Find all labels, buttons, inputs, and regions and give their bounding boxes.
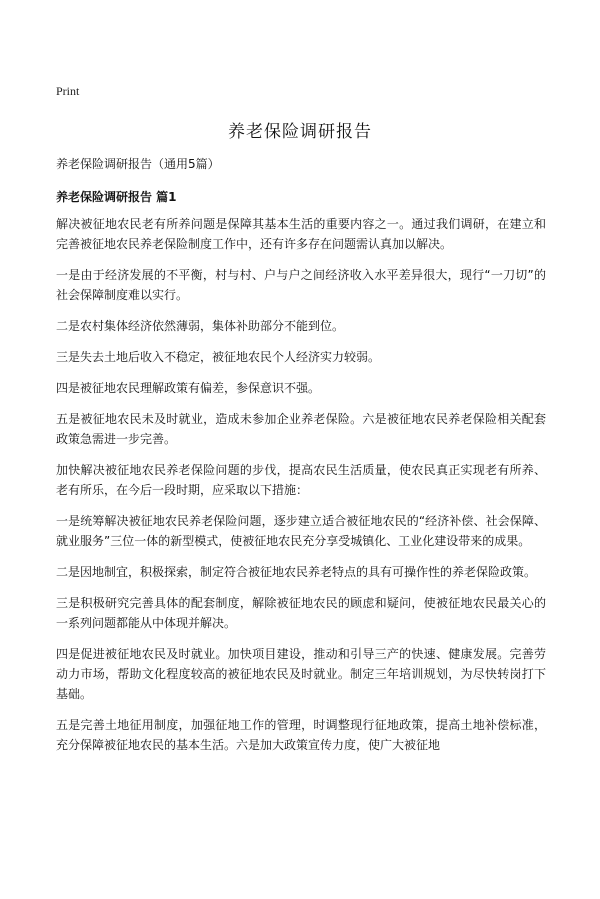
paragraph: 二是农村集体经济依然薄弱，集体补助部分不能到位。 xyxy=(56,319,345,333)
section-heading: 养老保险调研报告 篇1 xyxy=(56,190,177,204)
document-subtitle: 养老保险调研报告（通用5篇） xyxy=(56,157,220,171)
document-body xyxy=(56,214,546,766)
paragraph: 二是因地制宜，积极探索，制定符合被征地农民养老特点的具有可操作性的养老保险政策。 xyxy=(56,565,537,579)
paragraph: 四是促进被征地农民及时就业。加快项目建设，推动和引导三产的快速、健康发展。完善劳动力市场，帮助文化程度较高的被征地农民及时就业。制定三年培训规划，为尽快转岗打下基础。 xyxy=(56,647,546,701)
paragraph: 五是完善土地征用制度，加强征地工作的管理，时调整现行征地政策，提高土地补偿标准，充分保障被征地农民的基本生活。六是加大政策宣传力度，使广大被征地 xyxy=(56,718,546,752)
paragraph: 一是由于经济发展的不平衡，村与村、户与户之间经济收入水平差异很大，现行“一刀切”的社会保障制度难以实行。 xyxy=(56,268,546,302)
paragraph: 一是统筹解决被征地农民养老保险问题，逐步建立适合被征地农民的“经济补偿、社会保障、就业服务”三位一体的新型模式，使被征地农民充分享受城镇化、工业化建设带来的成果。 xyxy=(56,514,546,548)
paragraph: 三是积极研究完善具体的配套制度，解除被征地农民的顾虑和疑问，使被征地农民最关心的一系列问题都能从中体现并解决。 xyxy=(56,596,546,630)
paragraph: 五是被征地农民未及时就业，造成未参加企业养老保险。六是被征地农民养老保险相关配套政策急需进一步完善。 xyxy=(56,412,546,446)
print-label: Print xyxy=(56,84,80,98)
paragraph: 加快解决被征地农民养老保险问题的步伐，提高农民生活质量，使农民真正实现老有所养、老有所乐，在今后一段时期，应采取以下措施： xyxy=(56,463,546,497)
paragraph: 四是被征地农民理解政策有偏差，参保意识不强。 xyxy=(56,381,321,395)
document-title: 养老保险调研报告 xyxy=(228,122,372,142)
paragraph: 三是失去土地后收入不稳定，被征地农民个人经济实力较弱。 xyxy=(56,350,381,364)
paragraph: 解决被征地农民老有所养问题是保障其基本生活的重要内容之一。通过我们调研，在建立和完善被征地农民养老保险制度工作中，还有许多存在问题需认真加以解决。 xyxy=(56,217,546,251)
